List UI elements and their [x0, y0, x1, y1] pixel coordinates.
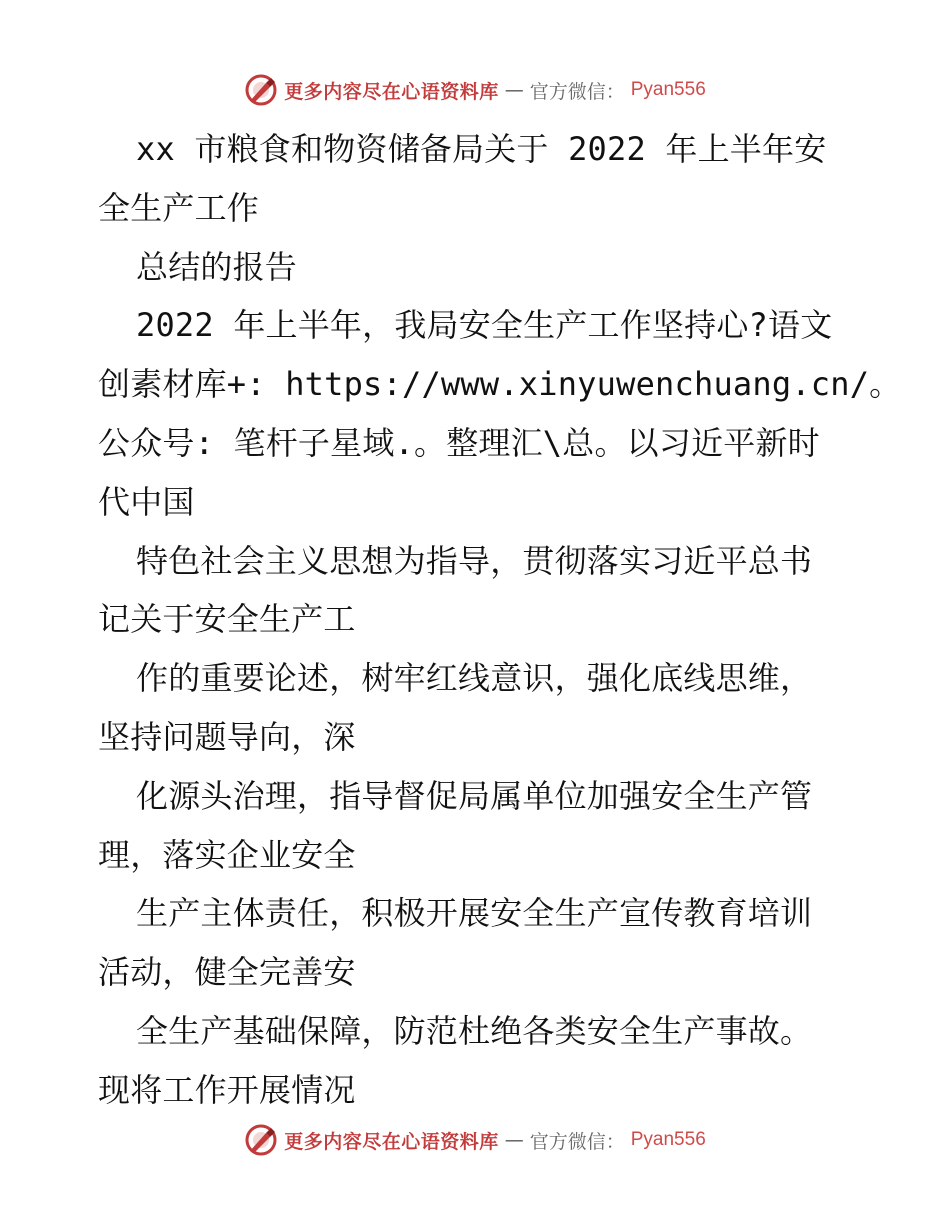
doc-line: xx 市粮食和物资储备局关于 2022 年上半年安 — [136, 130, 827, 168]
doc-line: 创素材库+: https://www.xinyuwenchuang.cn/。 — [98, 365, 902, 404]
watermark-main-text: 更多内容尽在心语资料库 — [284, 80, 499, 103]
doc-line: 活动，健全完善安 — [98, 953, 356, 992]
doc-line: 全生产工作 — [98, 188, 260, 227]
watermark-wechat-id: Pyan556 — [630, 1129, 706, 1150]
watermark-separator: — — [504, 79, 524, 101]
doc-line: 代中国 — [98, 482, 195, 521]
document-body — [98, 120, 902, 1120]
doc-line: 现将工作开展情况 — [98, 1070, 356, 1109]
watermark-wechat-label: 官方微信： — [529, 80, 625, 103]
doc-line: 生产主体责任，积极开展安全生产宣传教育培训 — [136, 894, 813, 933]
footer-watermark-banner — [0, 1120, 950, 1160]
doc-line: 记关于安全生产工 — [98, 600, 356, 639]
watermark-wechat-label: 官方微信： — [529, 1130, 625, 1153]
doc-line: 公众号: 笔杆子星域.。整理汇\总。以习近平新时 — [98, 423, 820, 462]
watermark-main-text: 更多内容尽在心语资料库 — [284, 1130, 499, 1153]
doc-line: 2022 年上半年，我局安全生产工作坚持心?语文 — [136, 306, 833, 345]
doc-line: 全生产基础保障，防范杜绝各类安全生产事故。 — [136, 1011, 813, 1050]
doc-line: 化源头治理，指导督促局属单位加强安全生产管 — [136, 776, 813, 815]
pen-circle-logo-icon — [244, 1123, 278, 1157]
doc-line: 坚持问题导向，深 — [98, 717, 356, 756]
watermark-separator: — — [504, 1129, 524, 1151]
doc-line: 作的重要论述，树牢红线意识，强化底线思维， — [136, 659, 813, 698]
watermark-wechat-id: Pyan556 — [630, 79, 706, 100]
header-watermark-banner — [0, 70, 950, 110]
doc-line: 特色社会主义思想为指导，贯彻落实习近平总书 — [136, 541, 813, 580]
doc-line: 理，落实企业安全 — [98, 835, 356, 874]
pen-circle-logo-icon — [244, 73, 278, 107]
doc-line: 总结的报告 — [136, 247, 298, 286]
